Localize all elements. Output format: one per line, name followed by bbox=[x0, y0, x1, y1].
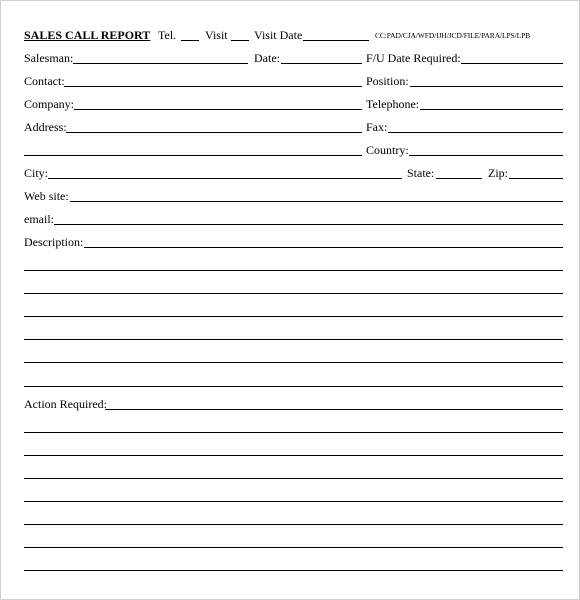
description-label: Description: bbox=[24, 235, 84, 249]
company-field[interactable] bbox=[74, 109, 362, 110]
state-label: State: bbox=[407, 166, 435, 180]
state-field[interactable] bbox=[436, 178, 482, 179]
fu-date-label: F/U Date Required: bbox=[366, 51, 461, 65]
email-field[interactable] bbox=[54, 224, 563, 225]
contact-label: Contact: bbox=[24, 74, 65, 88]
tel-label: Tel. bbox=[158, 28, 177, 42]
description-line[interactable] bbox=[24, 316, 563, 317]
fu-date-field[interactable] bbox=[461, 63, 563, 64]
telephone-label: Telephone: bbox=[366, 97, 420, 111]
action-required-label: Action Required: bbox=[24, 397, 107, 411]
description-field[interactable] bbox=[84, 247, 563, 248]
action-line[interactable] bbox=[24, 501, 563, 502]
cc-list: CC:PAD/CJA/WFD/IJH/JCD/FILE/PARA/LPS/LPB bbox=[375, 31, 531, 40]
action-line[interactable] bbox=[24, 547, 563, 548]
country-label: Country: bbox=[366, 143, 409, 157]
description-line[interactable] bbox=[24, 339, 563, 340]
visit-label: Visit bbox=[205, 28, 228, 42]
position-field[interactable] bbox=[410, 86, 563, 87]
tel-checkbox-line[interactable] bbox=[181, 40, 199, 41]
action-line[interactable] bbox=[24, 478, 563, 479]
address-field[interactable] bbox=[66, 132, 362, 133]
email-label: email: bbox=[24, 212, 54, 226]
action-line[interactable] bbox=[24, 455, 563, 456]
address-line-2-field[interactable] bbox=[24, 155, 362, 156]
description-line[interactable] bbox=[24, 362, 563, 363]
position-label: Position: bbox=[366, 74, 409, 88]
company-label: Company: bbox=[24, 97, 74, 111]
address-label: Address: bbox=[24, 120, 67, 134]
action-line[interactable] bbox=[24, 432, 563, 433]
website-field[interactable] bbox=[70, 201, 563, 202]
visit-checkbox-line[interactable] bbox=[231, 40, 249, 41]
website-label: Web site: bbox=[24, 189, 69, 203]
visit-date-label: Visit Date bbox=[254, 28, 303, 42]
city-label: City: bbox=[24, 166, 49, 180]
salesman-field[interactable] bbox=[73, 63, 248, 64]
contact-field[interactable] bbox=[64, 86, 362, 87]
date-label: Date: bbox=[254, 51, 280, 65]
fax-field[interactable] bbox=[388, 132, 563, 133]
zip-field[interactable] bbox=[509, 178, 563, 179]
description-line[interactable] bbox=[24, 386, 563, 387]
city-field[interactable] bbox=[48, 178, 402, 179]
visit-date-field[interactable] bbox=[303, 40, 369, 41]
description-line[interactable] bbox=[24, 293, 563, 294]
country-field[interactable] bbox=[409, 155, 563, 156]
fax-label: Fax: bbox=[366, 120, 388, 134]
telephone-field[interactable] bbox=[420, 109, 563, 110]
date-field[interactable] bbox=[281, 63, 362, 64]
action-line[interactable] bbox=[24, 570, 563, 571]
action-line[interactable] bbox=[24, 524, 563, 525]
action-required-field[interactable] bbox=[105, 409, 563, 410]
form-title: SALES CALL REPORT bbox=[24, 28, 151, 42]
salesman-label: Salesman: bbox=[24, 51, 74, 65]
zip-label: Zip: bbox=[488, 166, 508, 180]
description-line[interactable] bbox=[24, 270, 563, 271]
